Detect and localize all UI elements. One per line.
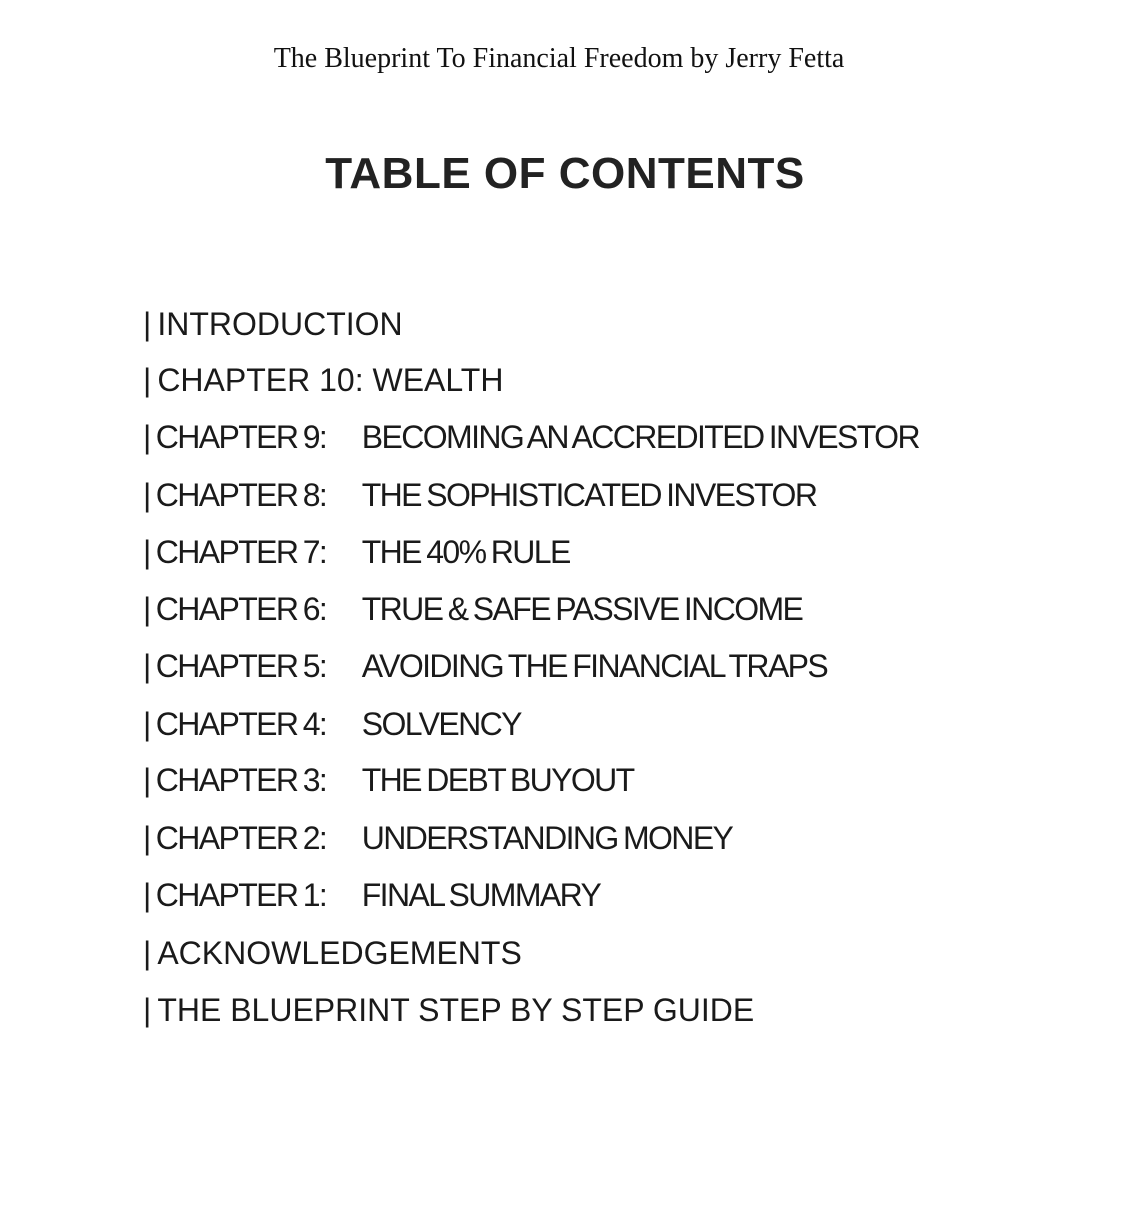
toc-item-acknowledgements[interactable] — [143, 933, 522, 973]
toc-chapter-title: BECOMING AN ACCREDITED INVESTOR — [361, 419, 919, 455]
toc-item-chapter-10[interactable] — [143, 360, 503, 400]
toc-chapter-title: FINAL SUMMARY — [361, 877, 601, 913]
toc-item-chapter-8[interactable] — [143, 475, 816, 515]
toc-bullet-bar: | — [143, 706, 150, 742]
toc-bullet-bar: | — [143, 648, 150, 684]
toc-bullet-bar: | — [143, 762, 150, 798]
toc-chapter-number: CHAPTER 5: — [155, 648, 327, 684]
toc-item-chapter-2[interactable] — [143, 818, 732, 858]
toc-item-chapter-3[interactable] — [143, 760, 634, 800]
page-header: The Blueprint To Financial Freedom by Jerry Fetta — [273, 43, 845, 74]
toc-bullet-bar: | — [143, 935, 152, 971]
toc-chapter-number: CHAPTER 2: — [155, 820, 327, 856]
toc-bullet-bar: | — [143, 419, 150, 455]
toc-chapter-title: UNDERSTANDING MONEY — [361, 820, 733, 856]
toc-chapter-number: CHAPTER 1: — [155, 877, 327, 913]
toc-chapter-title: THE 40% RULE — [361, 534, 570, 570]
toc-chapter-number: CHAPTER 6: — [155, 591, 327, 627]
toc-chapter-number: CHAPTER 7: — [155, 534, 327, 570]
toc-item-label: ACKNOWLEDGEMENTS — [157, 935, 522, 971]
toc-bullet-bar: | — [143, 820, 150, 856]
toc-chapter-title: TRUE & SAFE PASSIVE INCOME — [361, 591, 803, 627]
toc-item-chapter-4[interactable] — [143, 704, 521, 744]
toc-item-chapter-5[interactable] — [143, 646, 827, 686]
toc-bullet-bar: | — [143, 591, 150, 627]
toc-item-chapter-6[interactable] — [143, 589, 802, 629]
toc-chapter-number: CHAPTER 8: — [155, 477, 327, 513]
toc-bullet-bar: | — [143, 362, 152, 398]
toc-chapter-title: THE DEBT BUYOUT — [361, 762, 634, 798]
toc-bullet-bar: | — [143, 477, 150, 513]
toc-bullet-bar: | — [143, 534, 150, 570]
toc-item-label: INTRODUCTION — [157, 306, 403, 342]
toc-item-chapter-1[interactable] — [143, 875, 600, 915]
toc-bullet-bar: | — [143, 992, 152, 1028]
toc-item-step-by-step-guide[interactable] — [143, 990, 754, 1030]
page-title: TABLE OF CONTENTS — [325, 149, 805, 198]
toc-item-chapter-7[interactable] — [143, 532, 570, 572]
toc-item-chapter-9[interactable] — [143, 417, 919, 457]
toc-item-label: CHAPTER 10: WEALTH — [157, 362, 504, 398]
toc-chapter-title: SOLVENCY — [361, 706, 521, 742]
toc-chapter-title: THE SOPHISTICATED INVESTOR — [361, 477, 817, 513]
toc-bullet-bar: | — [143, 306, 152, 342]
toc-chapter-number: CHAPTER 9: — [155, 419, 327, 455]
toc-chapter-number: CHAPTER 4: — [155, 706, 327, 742]
toc-chapter-number: CHAPTER 3: — [155, 762, 327, 798]
toc-chapter-title: AVOIDING THE FINANCIAL TRAPS — [361, 648, 828, 684]
toc-item-introduction[interactable] — [143, 304, 403, 344]
toc-item-label: THE BLUEPRINT STEP BY STEP GUIDE — [157, 992, 755, 1028]
toc-bullet-bar: | — [143, 877, 150, 913]
